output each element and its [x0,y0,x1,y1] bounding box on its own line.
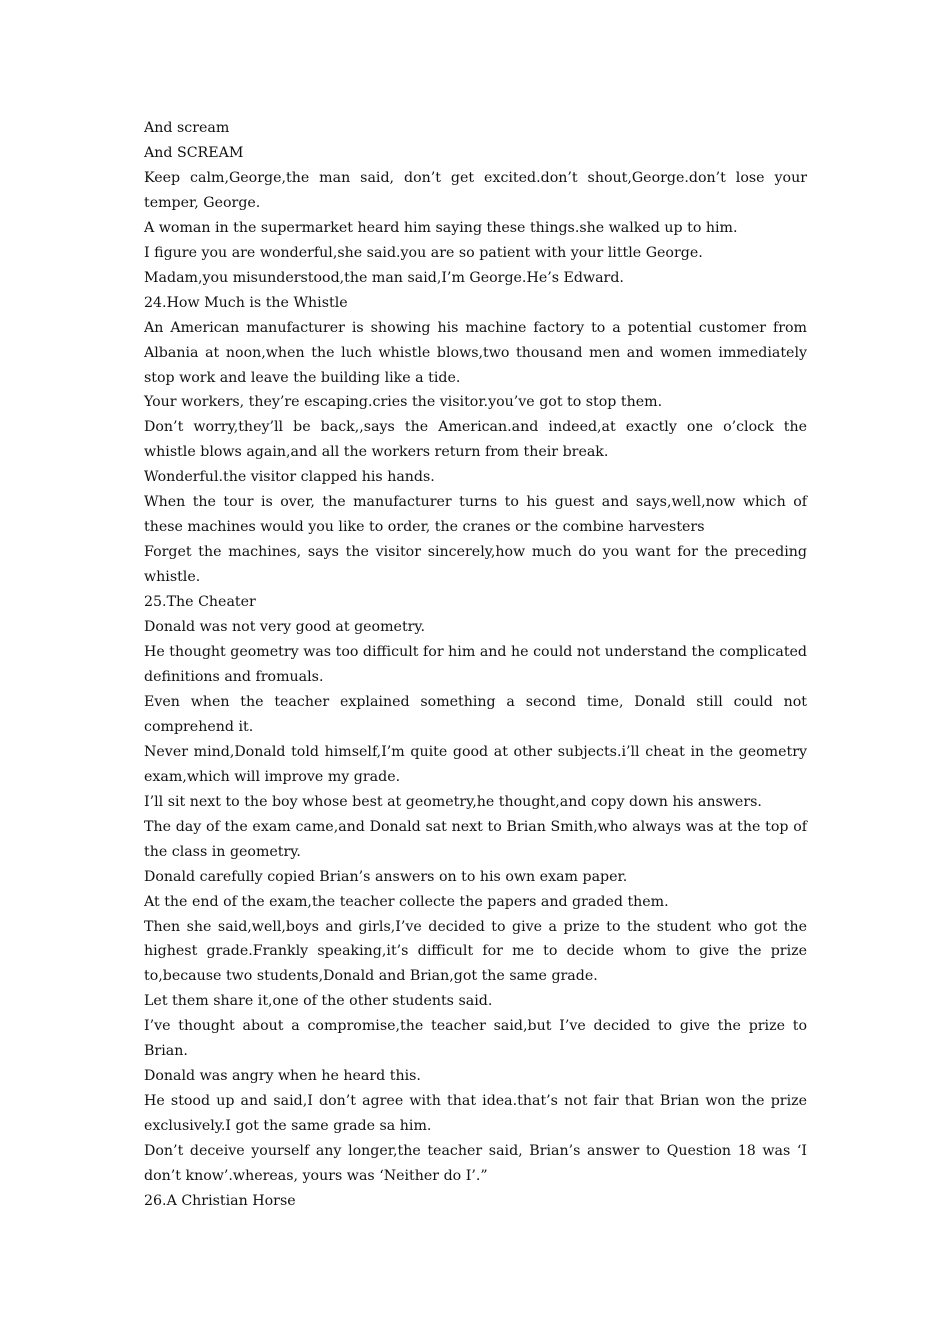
paragraph: Wonderful.the visitor clapped his hands. [144,469,435,486]
section-heading: 26.A Christian Horse [144,1192,296,1209]
paragraph: Never mind,Donald told himself,I’m quite good at other subjects.i’ll cheat in the geometry exam,which will improve my grade. [144,743,807,785]
paragraph: A woman in the supermarket heard him saying these things.she walked up to him. [144,219,738,236]
paragraph: Donald carefully copied Brian’s answers on to his own exam paper. [144,868,628,885]
paragraph: Donald was not very good at geometry. [144,619,426,636]
paragraph: Then she said,well,boys and girls,I’ve decided to give a prize to the student who got the highest grade.Frankly speaking,it’s difficult for me to decide whom to give the prize to,because two students,Donald and Brian,got the same grade. [144,918,807,985]
paragraph: At the end of the exam,the teacher collecte the papers and graded them. [144,893,669,910]
paragraph: Your workers, they’re escaping.cries the visitor.you’ve got to stop them. [144,394,663,411]
paragraph: The day of the exam came,and Donald sat next to Brian Smith,who always was at the top of the class in geometry. [144,818,807,860]
paragraph: And scream [144,120,230,136]
document-page [144,116,807,1214]
paragraph: Let them share it,one of the other students said. [144,993,493,1010]
paragraph: He thought geometry was too difficult for him and he could not understand the complicated definitions and fromuals. [144,644,807,685]
paragraph: An American manufacturer is showing his machine factory to a potential customer from Albania at noon,when the luch whistle blows,two thousand men and women immediately stop work and leave the building like a tide. [144,319,807,386]
paragraph: Even when the teacher explained something a second time, Donald still could not comprehend it. [144,693,807,735]
paragraph: I’ve thought about a compromise,the teacher said,but I’ve decided to give the prize to Brian. [144,1018,807,1060]
paragraph: Don’t worry,they’ll be back,,says the American.and indeed,at exactly one o’clock the whistle blows again,and all the workers return from their break. [144,419,807,461]
paragraph: I’ll sit next to the boy whose best at geometry,he thought,and copy down his answers. [144,793,762,810]
paragraph: Donald was angry when he heard this. [144,1068,421,1085]
section-heading: 24.How Much is the Whistle [144,294,348,311]
paragraph: Don’t deceive yourself any longer,the teacher said, Brian’s answer to Question 18 was ‘I don’t know’.whereas, yours was ‘Neither do I’.” [144,1143,807,1185]
paragraph: Keep calm,George,the man said, don’t get excited.don’t shout,George.don’t lose your temper, George. [144,169,807,211]
paragraph: I figure you are wonderful,she said.you are so patient with your little George. [144,244,703,261]
paragraph: Forget the machines, says the visitor sincerely,how much do you want for the preceding whistle. [144,544,807,586]
paragraph: Madam,you misunderstood,the man said,I’m George.He’s Edward. [144,269,624,286]
paragraph: When the tour is over, the manufacturer turns to his guest and says,well,now which of these machines would you like to order, the cranes or the combine harvesters [144,494,807,536]
section-heading: 25.The Cheater [144,594,256,611]
paragraph: And SCREAM [144,144,244,161]
paragraph: He stood up and said,I don’t agree with that idea.that’s not fair that Brian won the prize exclusively.I got the same grade sa him. [144,1093,807,1135]
